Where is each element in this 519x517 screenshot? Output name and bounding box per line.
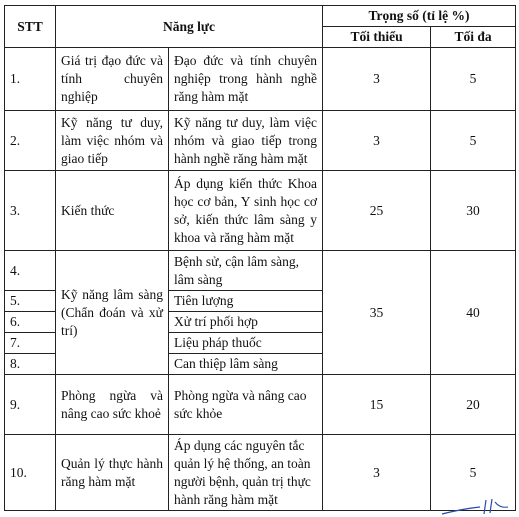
row-detail: Bệnh sử, cận lâm sàng, lâm sàng: [169, 251, 323, 291]
row-max: 5: [431, 111, 516, 171]
row-detail: Xử trí phối hợp: [169, 312, 323, 333]
row-detail: Can thiệp lâm sàng: [169, 354, 323, 375]
row-group: Kỹ năng tư duy, làm việc nhóm và giao tiếp: [56, 111, 169, 171]
row-max: 30: [431, 171, 516, 251]
row-group: Quản lý thực hành răng hàm mặt: [56, 435, 169, 511]
row-stt: 3.: [5, 171, 56, 251]
table-row: [5, 435, 516, 511]
header-weight: Trọng số (tỉ lệ %): [323, 6, 516, 27]
row-max: 40: [431, 251, 516, 375]
table-row: [5, 251, 516, 291]
row-detail: Kỹ năng tư duy, làm việc nhóm và giao tiếp trong hành nghề răng hàm mặt: [169, 111, 323, 171]
row-min: 15: [323, 375, 431, 435]
row-detail: Đạo đức và tính chuyên nghiệp trong hành nghề răng hàm mặt: [169, 48, 323, 111]
row-stt: 7.: [5, 333, 56, 354]
row-stt: 10.: [5, 435, 56, 511]
row-min: 35: [323, 251, 431, 375]
header-stt: STT: [5, 6, 56, 48]
competency-weight-table: [4, 5, 516, 511]
row-detail: Tiên lượng: [169, 291, 323, 312]
header-min: Tối thiểu: [323, 27, 431, 48]
row-stt: 1.: [5, 48, 56, 111]
row-max: 5: [431, 48, 516, 111]
table-row: [5, 111, 516, 171]
row-detail: Phòng ngừa và nâng cao sức khỏe: [169, 375, 323, 435]
row-stt: 8.: [5, 354, 56, 375]
row-min: 3: [323, 111, 431, 171]
row-stt: 6.: [5, 312, 56, 333]
row-stt: 9.: [5, 375, 56, 435]
row-stt: 4.: [5, 251, 56, 291]
row-max: 5: [431, 435, 516, 511]
row-detail: Áp dụng kiến thức Khoa học cơ bản, Y sinh học cơ sở, kiến thức lâm sàng y khoa và răng hàm mặt: [169, 171, 323, 251]
header-max: Tối đa: [431, 27, 516, 48]
row-stt: 2.: [5, 111, 56, 171]
row-stt: 5.: [5, 291, 56, 312]
table-row: [5, 48, 516, 111]
signature-mark: [440, 498, 510, 516]
header-capacity: Năng lực: [56, 6, 323, 48]
row-max: 20: [431, 375, 516, 435]
row-group: Kiến thức: [56, 171, 169, 251]
table-row: [5, 171, 516, 251]
row-group: Kỹ năng lâm sàng (Chẩn đoán và xử trí): [56, 251, 169, 375]
row-group: Phòng ngừa và nâng cao sức khoẻ: [56, 375, 169, 435]
row-group: Giá trị đạo đức và tính chuyên nghiệp: [56, 48, 169, 111]
row-min: 25: [323, 171, 431, 251]
table-row: [5, 375, 516, 435]
row-min: 3: [323, 435, 431, 511]
row-detail: Liệu pháp thuốc: [169, 333, 323, 354]
row-min: 3: [323, 48, 431, 111]
row-detail: Áp dụng các nguyên tắc quản lý hệ thống, an toàn người bệnh, quản trị thực hành răng hàm mặt: [169, 435, 323, 511]
